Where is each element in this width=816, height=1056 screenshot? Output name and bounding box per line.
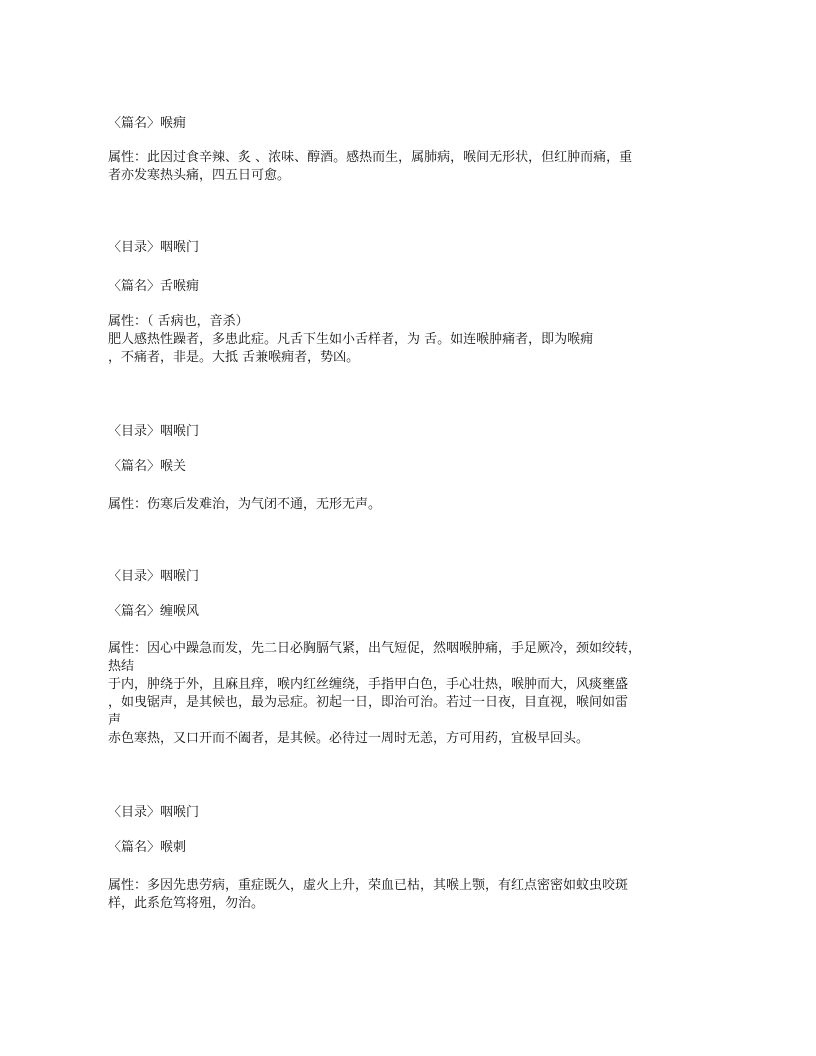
section-catalog: 〈目录〉咽喉门 bbox=[108, 240, 200, 255]
section-body-line: 者亦发寒热头痛，四五日可愈。 bbox=[108, 168, 291, 183]
section-body-line: 肥人感热性躁者，多患此症。凡舌下生如小舌样者，为 舌。如连喉肿痛者，即为喉痈 bbox=[108, 332, 594, 347]
section-body-line: 热结 bbox=[108, 659, 135, 674]
section-body-line: 赤色寒热，又口开而不阖者，是其候。必待过一周时无恙，方可用药，宜极早回头。 bbox=[108, 731, 590, 746]
section-title: 〈篇名〉缠喉风 bbox=[108, 604, 200, 619]
section-body-line: ，不痛者，非是。大抵 舌兼喉痈者，势凶。 bbox=[108, 350, 360, 365]
section-body-line: 属性：伤寒后发难治，为气闭不通，无形无声。 bbox=[108, 497, 382, 512]
section-body-line: 声 bbox=[108, 713, 122, 728]
section-body-line: 属性：（ 舌病也，音杀） bbox=[108, 314, 249, 329]
section-body-line: 属性：此因过食辛辣、炙 、浓味、醇酒。感热而生，属肺病，喉间无形状，但红肿而痛，重 bbox=[108, 150, 633, 165]
section-body-line: 样，此系危笃将殂，勿治。 bbox=[108, 896, 265, 911]
section-title: 〈篇名〉喉关 bbox=[108, 459, 187, 474]
section-body-line: 属性：多因先患劳病，重症既久，虚火上升，荣血已枯，其喉上颚，有红点密密如蚊虫咬斑 bbox=[108, 878, 629, 893]
section-body-line: 属性：因心中躁急而发，先二日必胸膈气紧，出气短促，然咽喉肿痛，手足厥冷，颈如绞转， bbox=[108, 641, 642, 656]
section-catalog: 〈目录〉咽喉门 bbox=[108, 569, 200, 584]
section-title: 〈篇名〉喉痈 bbox=[108, 116, 187, 131]
section-body-line: ，如曳锯声，是其候也，最为忌症。初起一日，即治可治。若过一日夜，目直视，喉间如雷 bbox=[108, 695, 629, 710]
section-body-line: 于内，肿绕于外，且麻且痒，喉内红丝缠绕，手指甲白色，手心壮热，喉肿而大，风痰壅盛 bbox=[108, 677, 629, 692]
section-title: 〈篇名〉舌喉痈 bbox=[108, 279, 200, 294]
section-catalog: 〈目录〉咽喉门 bbox=[108, 424, 200, 439]
section-catalog: 〈目录〉咽喉门 bbox=[108, 805, 200, 820]
section-title: 〈篇名〉喉刺 bbox=[108, 840, 187, 855]
